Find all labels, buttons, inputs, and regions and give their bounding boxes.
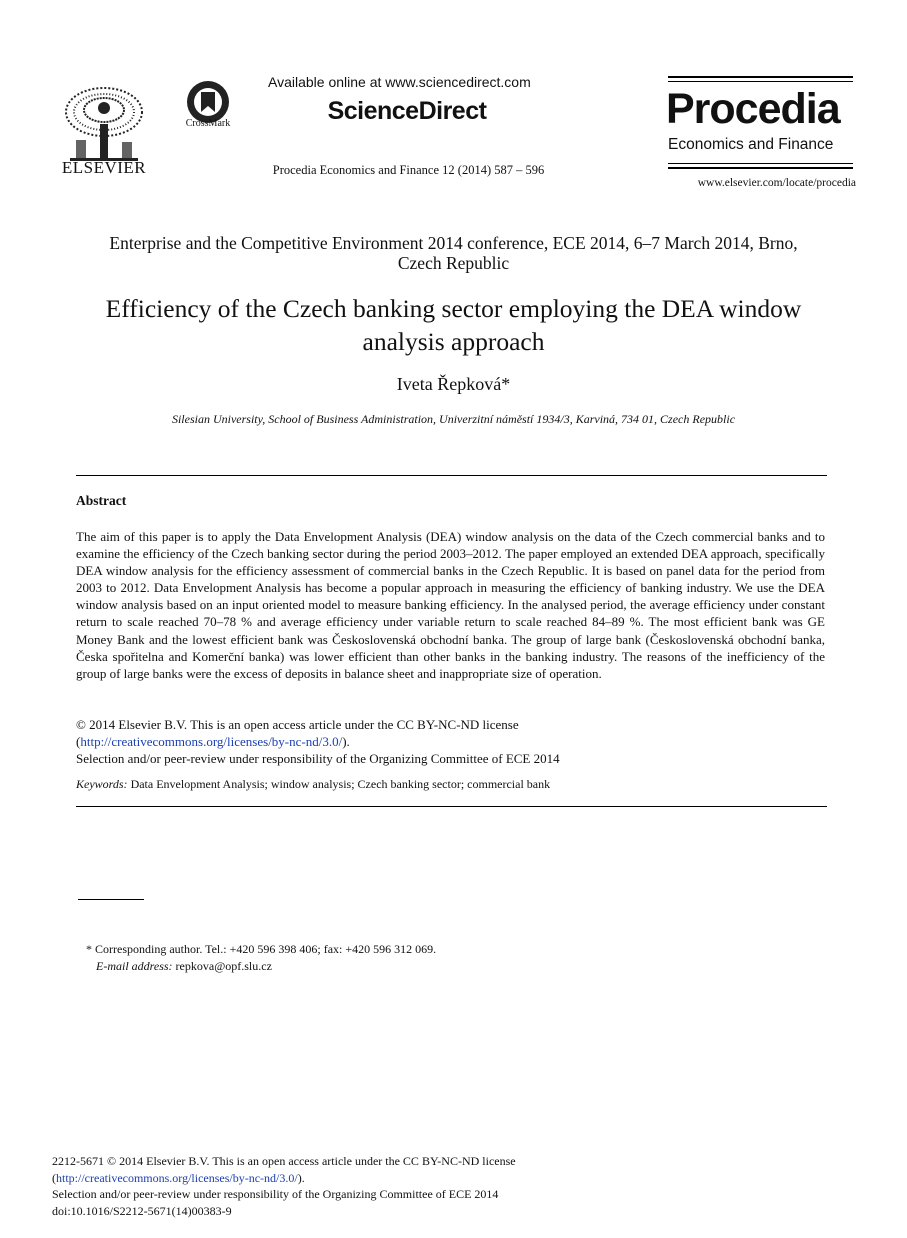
section-divider — [76, 475, 827, 476]
paper-title — [60, 292, 847, 358]
bottom-publication-info — [52, 1153, 752, 1219]
email-label: E-mail address: — [96, 959, 173, 973]
license-statement — [76, 716, 825, 767]
elsevier-wordmark: ELSEVIER — [61, 158, 147, 177]
author-affiliation: Silesian University, School of Business Administration, Univerzitní náměstí 1934/3, Karviná, 734 01, Czech Republic — [171, 412, 736, 426]
license-line-1: © 2014 Elsevier B.V. This is an open access article under the CC BY-NC-ND license — [76, 717, 519, 732]
paren-open: ( — [76, 734, 81, 749]
procedia-rule — [668, 163, 853, 164]
email-line — [86, 958, 786, 975]
section-divider — [76, 806, 827, 807]
procedia-rule — [668, 76, 853, 78]
bottom-license-link[interactable]: http://creativecommons.org/licenses/by-nc-nd/3.0/ — [56, 1170, 298, 1185]
author-name: Iveta Řepková* — [396, 374, 511, 394]
paper-title-line-1: Efficiency of the Czech banking sector employing the DEA window — [105, 294, 802, 323]
email-address[interactable]: repkova@opf.slu.cz — [172, 959, 272, 973]
license-line-2 — [76, 733, 825, 750]
abstract-heading: Abstract — [76, 493, 127, 508]
journal-citation: Procedia Economics and Finance 12 (2014) 587 – 596 — [272, 163, 545, 177]
conference-line-2: Czech Republic — [397, 253, 510, 273]
paren-close: ). — [297, 1170, 305, 1185]
paren-close: ). — [342, 734, 350, 749]
corresponding-author-footnote — [86, 941, 786, 975]
procedia-subtitle: Economics and Finance — [668, 136, 834, 153]
paper-title-line-2: analysis approach — [362, 327, 545, 356]
available-online-text: Available online at www.sciencedirect.com — [268, 74, 531, 90]
crossmark-label: CrossMark — [185, 118, 231, 129]
keywords — [76, 776, 825, 793]
keywords-text: Data Envelopment Analysis; window analysis; Czech banking sector; commercial bank — [127, 777, 551, 791]
corresponding-author: * Corresponding author. Tel.: +420 596 398 406; fax: +420 596 312 069. — [86, 942, 437, 956]
procedia-rule — [668, 167, 853, 169]
conference-line-1: Enterprise and the Competitive Environment 2014 conference, ECE 2014, 6–7 March 2014, Brno, — [109, 233, 798, 253]
paren-open: ( — [52, 1170, 56, 1185]
bottom-review-line: Selection and/or peer-review under responsibility of the Organizing Committee of ECE 2014 — [52, 1187, 499, 1201]
doi[interactable]: doi:10.1016/S2212-5671(14)00383-9 — [52, 1203, 232, 1218]
procedia-rule — [668, 81, 853, 82]
license-line-3: Selection and/or peer-review under responsibility of the Organizing Committee of ECE 2014 — [76, 751, 560, 766]
conference-line — [60, 233, 847, 273]
procedia-url[interactable]: www.elsevier.com/locate/procedia — [697, 177, 856, 189]
bottom-license-line — [52, 1170, 752, 1187]
license-link[interactable]: http://creativecommons.org/licenses/by-nc-nd/3.0/ — [80, 734, 343, 749]
procedia-wordmark: Procedia — [666, 85, 840, 133]
footnote-rule — [78, 899, 144, 900]
issn-line: 2212-5671 © 2014 Elsevier B.V. This is an open access article under the CC BY-NC-ND license — [52, 1154, 516, 1168]
keywords-label: Keywords: — [76, 777, 128, 791]
sciencedirect-wordmark: ScienceDirect — [327, 97, 487, 125]
abstract-body: The aim of this paper is to apply the Data Envelopment Analysis (DEA) window analysis on the data of the Czech commercial banks and to examine the efficiency of the Czech banking sector during the period 2003–2012. The paper employed an extended DEA approach, specifically DEA window analysis for the efficiency assessment of commercial banks in the Czech Republic. It is based on panel data for the period from 2003 to 2012. Data Envelopment Analysis has become a popular approach in measuring the efficiency of banking industry. We use the DEA window analysis based on an input oriented model to measure banking efficiency. In the analysed period, the average efficiency under constant return to scale reached 70–78 % and average efficiency under variable return to scale reached 84–89 %. The most efficient bank was GE Money Bank and the lowest efficient bank was Československá obchodní banka. The group of large bank (Československá obchodní banka, Česka spořitelna and Komerční banka) was lower efficient than other banks in the banking industry. The reasons of the inefficiency of the group of large banks were the excess of deposits in balance sheet and inappropriate size of operation. — [76, 529, 825, 681]
